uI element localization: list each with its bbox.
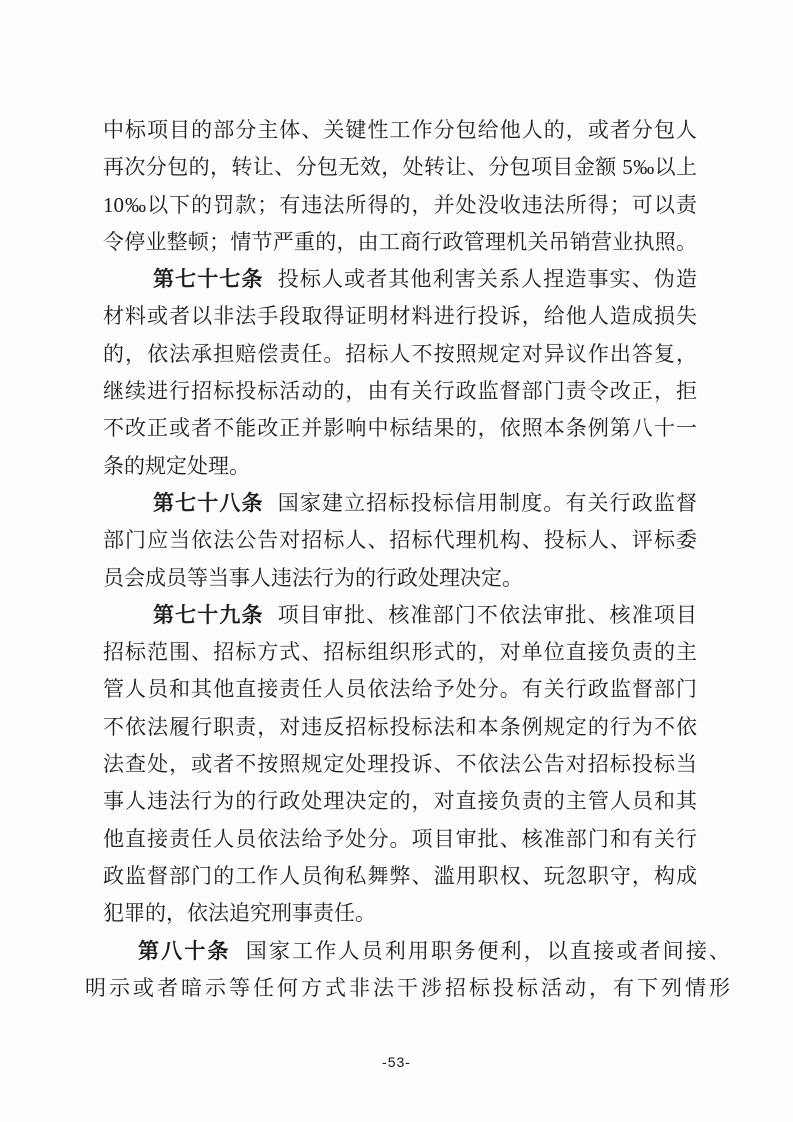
- paragraph-article-79: [103, 597, 697, 933]
- page-number: -53-: [382, 1054, 411, 1070]
- text-line: 继续进行招标投标活动的，由有关行政监督部门责令改正，拒: [103, 379, 697, 404]
- text-line: 条的规定处理。: [103, 453, 250, 478]
- article-number: 第七十七条: [153, 267, 264, 292]
- text-line: 不改正或者不能改正并影响中标结果的，依照本条例第八十一: [103, 416, 697, 441]
- text-line: [103, 261, 697, 298]
- paragraph-continuation: [103, 112, 697, 261]
- text-line: 不依法履行职责，对违反招标投标法和本条例规定的行为不依: [103, 714, 697, 739]
- article-lead-text: 国家工作人员利用职务便利，以直接或者间接、: [243, 938, 730, 963]
- text-line: 招标范围、招标方式、招标组织形式的，对单位直接负责的主: [103, 640, 697, 665]
- text-line: 他直接责任人员依法给予处分。项目审批、核准部门和有关行: [103, 826, 697, 851]
- text-line: 再次分包的，转让、分包无效，处转让、分包项目金额 5‰以上: [103, 155, 697, 180]
- article-number: 第七十八条: [153, 490, 264, 515]
- text-line: [103, 597, 697, 634]
- article-number: 第八十条: [138, 938, 231, 963]
- paragraph-article-80: [85, 933, 730, 1008]
- article-lead-text: 投标人或者其他利害关系人捏造事实、伪造: [276, 267, 697, 292]
- text-line: 犯罪的，依法追究刑事责任。: [103, 901, 376, 926]
- text-line: 政监督部门的工作人员徇私舞弊、滥用职权、玩忽职守，构成: [103, 863, 697, 888]
- text-line: 部门应当依法公告对招标人、招标代理机构、投标人、评标委: [103, 528, 697, 553]
- text-line: 材料或者以非法手段取得证明材料进行投诉，给他人造成损失: [103, 304, 697, 329]
- text-line: 的，依法承担赔偿责任。招标人不按照规定对异议作出答复，: [103, 341, 697, 366]
- article-number: 第七十九条: [153, 602, 264, 627]
- paragraph-article-77: [103, 261, 697, 485]
- text-line: 管人员和其他直接责任人员依法给予处分。有关行政监督部门: [103, 677, 697, 702]
- text-line: 10‰以下的罚款；有违法所得的，并处没收违法所得；可以责: [103, 192, 697, 217]
- text-line: [103, 485, 697, 522]
- article-lead-text: 项目审批、核准部门不依法审批、核准项目: [276, 602, 697, 627]
- paragraph-article-78: [103, 485, 697, 597]
- text-line: 令停业整顿；情节严重的，由工商行政管理机关吊销营业执照。: [103, 229, 697, 254]
- text-line: 法查处，或者不按照规定处理投诉、不依法公告对招标投标当: [103, 752, 697, 777]
- text-line: 事人违法行为的行政处理决定的，对直接负责的主管人员和其: [103, 789, 697, 814]
- text-line: 中标项目的部分主体、关键性工作分包给他人的，或者分包人: [103, 118, 697, 142]
- text-line: [85, 933, 730, 970]
- text-line: 员会成员等当事人违法行为的行政处理决定。: [103, 565, 523, 590]
- text-line: 明示或者暗示等任何方式非法干涉招标投标活动，有下列情形: [85, 975, 730, 1000]
- article-lead-text: 国家建立招标投标信用制度。有关行政监督: [276, 490, 697, 515]
- legal-text-block: [85, 112, 730, 1007]
